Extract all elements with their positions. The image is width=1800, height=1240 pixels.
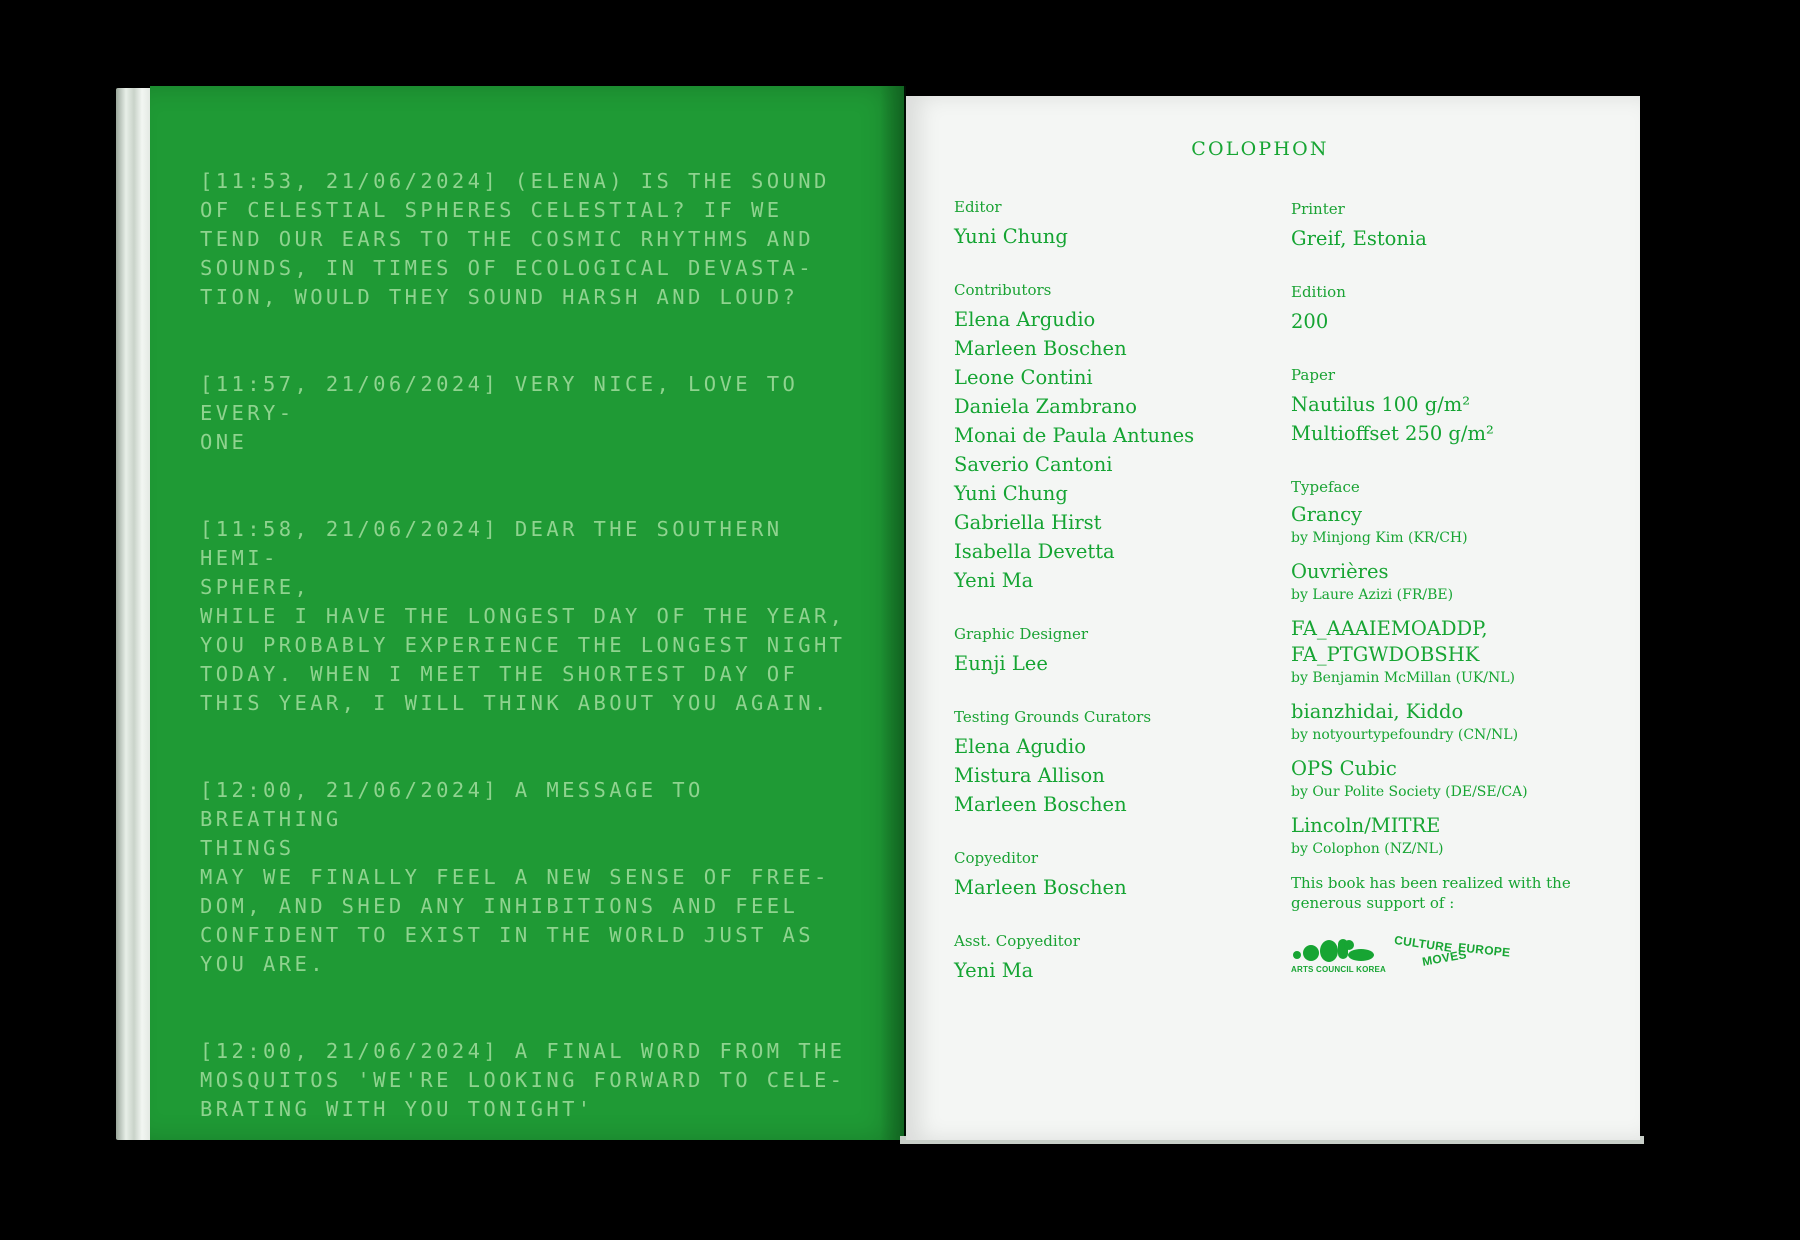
copyeditor-name: Marleen Boschen <box>954 876 1127 899</box>
typeface-entry <box>1291 699 1611 745</box>
typeface-label: Typeface <box>1291 478 1360 496</box>
contributor-name: Elena Argudio <box>954 308 1096 331</box>
contributor-name: Leone Contini <box>954 366 1093 389</box>
sponsor-logos <box>1291 932 1611 985</box>
paper-type: Nautilus 100 g/m² <box>1291 393 1471 416</box>
graphic-designer-label: Graphic Designer <box>954 625 1089 643</box>
edition-section <box>1291 282 1611 336</box>
colophon-title: COLOPHON <box>1191 138 1329 160</box>
contributor-name: Isabella Devetta <box>954 540 1115 563</box>
contributors-section <box>954 280 1284 595</box>
graphic-designer-name: Eunji Lee <box>954 652 1048 675</box>
typeface-entry <box>1291 813 1611 859</box>
edition-label: Edition <box>1291 283 1346 301</box>
cme-word-culture: CULTURE <box>1393 932 1454 956</box>
curators-label: Testing Grounds Curators <box>954 708 1152 726</box>
contributor-name: Gabriella Hirst <box>954 511 1102 534</box>
typeface-entry <box>1291 616 1611 688</box>
arts-council-korea-logo <box>1291 935 1391 981</box>
culture-moves-europe-logo <box>1393 932 1514 981</box>
typeface-designer: by Minjong Kim (KR/CH) <box>1291 530 1468 546</box>
contributor-name: Saverio Cantoni <box>954 453 1113 476</box>
typeface-name: OPS Cubic <box>1291 757 1397 780</box>
asst-copyeditor-name: Yeni Ma <box>954 959 1034 982</box>
asst-copyeditor-section <box>954 931 1284 985</box>
typeface-name: bianzhidai, Kiddo <box>1291 700 1464 723</box>
typeface-designer: by Laure Azizi (FR/BE) <box>1291 587 1454 603</box>
asst-copyeditor-label: Asst. Copyeditor <box>954 932 1080 950</box>
typeface-entry <box>1291 559 1611 605</box>
cme-word-europe: EUROPE <box>1457 940 1512 960</box>
paper-section <box>1291 365 1611 448</box>
contributors-label: Contributors <box>954 281 1052 299</box>
typeface-designer: by Colophon (NZ/NL) <box>1291 841 1444 857</box>
chat-message: [11:53, 21/06/2024] (ELENA) IS THE SOUND OF CELESTIAL SPHERES CELESTIAL? IF WE TEND OUR EARS TO THE COSMIC RHYTHMS AND SOUNDS, IN TIMES OF ECOLOGICAL DEVASTA- TION, WOULD THEY SOUND HARSH AND LOUD? <box>200 169 830 309</box>
typeface-designer: by notyourtypefoundry (CN/NL) <box>1291 727 1519 743</box>
contributor-name: Monai de Paula Antunes <box>954 424 1195 447</box>
typeface-name: Ouvrières <box>1291 560 1389 583</box>
typeface-section <box>1291 477 1611 859</box>
copyeditor-label: Copyeditor <box>954 849 1039 867</box>
contributor-name: Yeni Ma <box>954 569 1034 592</box>
chat-log <box>200 138 860 1182</box>
typeface-entry <box>1291 756 1611 802</box>
typeface-name: FA_AAAIEMOADDP, FA_PTGWDOBSHK <box>1291 617 1488 666</box>
editor-name: Yuni Chung <box>954 225 1068 248</box>
arts-council-korea-wordmark: ARTS COUNCIL KOREA <box>1291 965 1387 974</box>
chat-message: [12:00, 21/06/2024] A MESSAGE TO BREATHING THINGS MAY WE FINALLY FEEL A NEW SENSE OF FREE- DOM, AND SHED ANY INHIBITIONS AND FEEL CONFIDENT TO EXIST IN THE WORLD JUST AS YOU ARE. <box>200 778 830 976</box>
editor-label: Editor <box>954 198 1002 216</box>
colophon-right-column <box>1291 199 1611 985</box>
copyeditor-section <box>954 848 1284 902</box>
editor-section <box>954 197 1284 251</box>
contributor-name: Marleen Boschen <box>954 337 1127 360</box>
chat-message: [12:00, 21/06/2024] A FINAL WORD FROM THE MOSQUITOS 'WE'RE LOOKING FORWARD TO CELE- BRATING WITH YOU TONIGHT' <box>200 1039 846 1121</box>
typeface-designer: by Our Polite Society (DE/SE/CA) <box>1291 784 1528 800</box>
chat-message: [11:58, 21/06/2024] DEAR THE SOUTHERN HEMI- SPHERE, WHILE I HAVE THE LONGEST DAY OF THE YEAR, YOU PROBABLY EXPERIENCE THE LONGEST NIGHT TODAY. WHEN I MEET THE SHORTEST DAY OF THIS YEAR, I WILL THINK ABOUT YOU AGAIN. <box>200 517 846 715</box>
contributor-name: Daniela Zambrano <box>954 395 1138 418</box>
curator-name: Mistura Allison <box>954 764 1105 787</box>
typeface-entry <box>1291 502 1611 548</box>
curators-section <box>954 707 1284 819</box>
colophon-left-column <box>954 197 1284 1014</box>
printer-name: Greif, Estonia <box>1291 227 1427 250</box>
printer-label: Printer <box>1291 200 1345 218</box>
cme-word-moves: MOVES <box>1421 947 1468 969</box>
paper-label: Paper <box>1291 366 1336 384</box>
arts-council-korea-mark-icon <box>1291 935 1391 965</box>
support-text: This book has been realized with the generous support of : <box>1291 874 1571 912</box>
typeface-designer: by Benjamin McMillan (UK/NL) <box>1291 670 1516 686</box>
printer-section <box>1291 199 1611 253</box>
chat-message: [11:57, 21/06/2024] VERY NICE, LOVE TO EVERY- ONE <box>200 372 799 454</box>
edition-number: 200 <box>1291 310 1329 333</box>
paper-type: Multioffset 250 g/m² <box>1291 422 1494 445</box>
gutter-shadow <box>880 86 906 1140</box>
curator-name: Elena Agudio <box>954 735 1086 758</box>
typeface-name: Lincoln/MITRE <box>1291 814 1441 837</box>
contributor-name: Yuni Chung <box>954 482 1068 505</box>
curator-name: Marleen Boschen <box>954 793 1127 816</box>
typeface-name: Grancy <box>1291 503 1363 526</box>
graphic-designer-section <box>954 624 1284 678</box>
